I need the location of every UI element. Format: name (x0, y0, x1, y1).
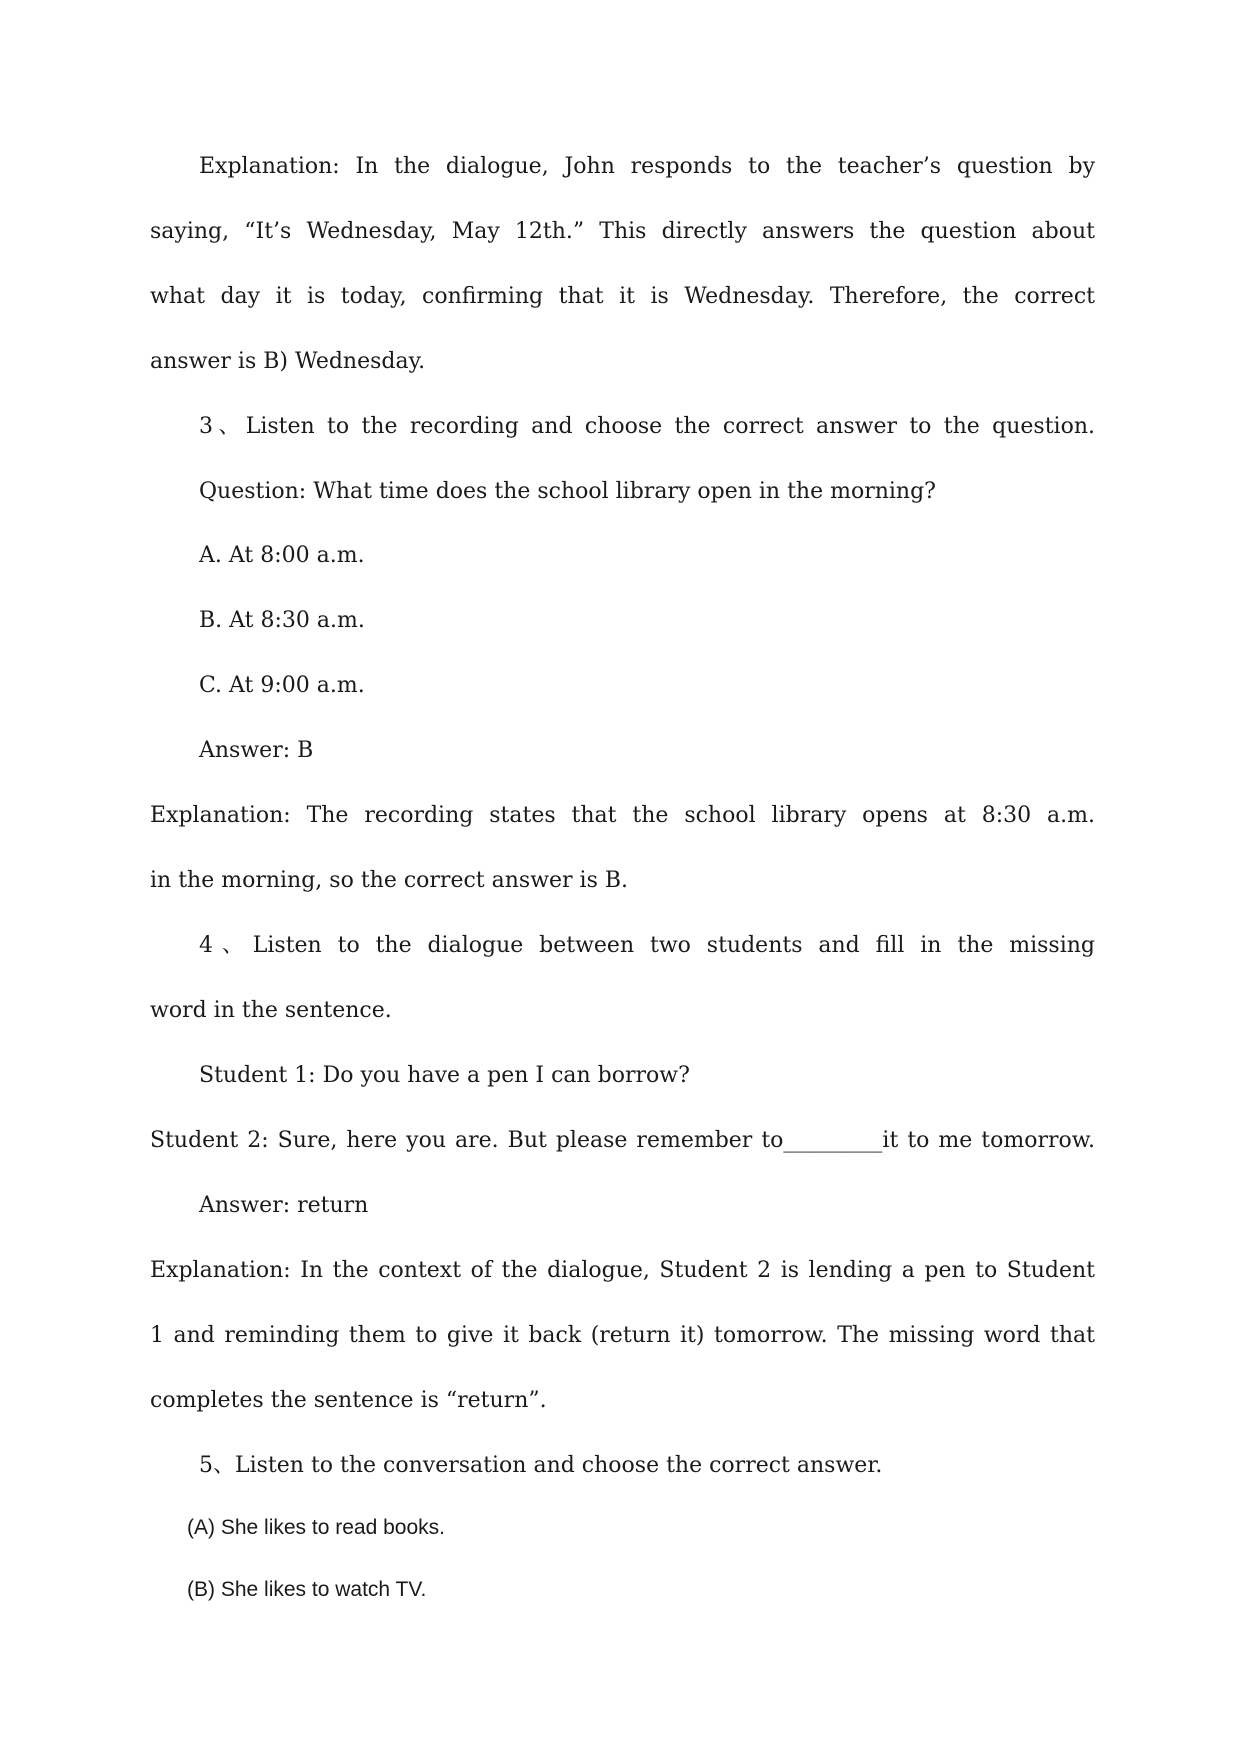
explanation-q2-line-4: answer is B) Wednesday. (150, 349, 426, 374)
question-4-prompt-line-1: 4、Listen to the dialogue between two students and fill in the missing (199, 933, 1095, 958)
explanation-q2-line-3: what day it is today, confirming that it is Wednesday. Therefore, the correct (150, 284, 1095, 309)
question-3-answer: Answer: B (199, 738, 314, 763)
question-5-option-a: (A) She likes to read books. (187, 1516, 445, 1539)
question-4-student-1: Student 1: Do you have a pen I can borrow? (199, 1063, 690, 1088)
explanation-q2-line-1: Explanation: In the dialogue, John responds to the teacher’s question by (199, 154, 1095, 179)
question-3-prompt: 3、Listen to the recording and choose the correct answer to the question. (199, 414, 1095, 439)
question-4-prompt-line-2: word in the sentence. (150, 998, 392, 1023)
question-3-option-c: C. At 9:00 a.m. (199, 673, 365, 698)
explanation-q4-line-2: 1 and reminding them to give it back (return it) tomorrow. The missing word that (150, 1323, 1095, 1348)
question-5-prompt: 5、Listen to the conversation and choose the correct answer. (199, 1453, 883, 1478)
explanation-q4-line-3: completes the sentence is “return”. (150, 1388, 547, 1413)
question-5-option-b: (B) She likes to watch TV. (187, 1578, 427, 1601)
explanation-q4-line-1: Explanation: In the context of the dialogue, Student 2 is lending a pen to Student (150, 1258, 1095, 1283)
question-4-student-2: Student 2: Sure, here you are. But please remember to_________it to me tomorrow. (150, 1128, 1095, 1153)
question-3-option-a: A. At 8:00 a.m. (199, 543, 365, 568)
explanation-q2-line-2: saying, “It’s Wednesday, May 12th.” This directly answers the question about (150, 219, 1095, 244)
question-4-answer: Answer: return (199, 1193, 369, 1218)
explanation-q3-line-2: in the morning, so the correct answer is B. (150, 868, 629, 893)
question-3-text: Question: What time does the school library open in the morning? (199, 479, 936, 504)
question-3-option-b: B. At 8:30 a.m. (199, 608, 365, 633)
explanation-q3-line-1: Explanation: The recording states that the school library opens at 8:30 a.m. (150, 803, 1095, 828)
